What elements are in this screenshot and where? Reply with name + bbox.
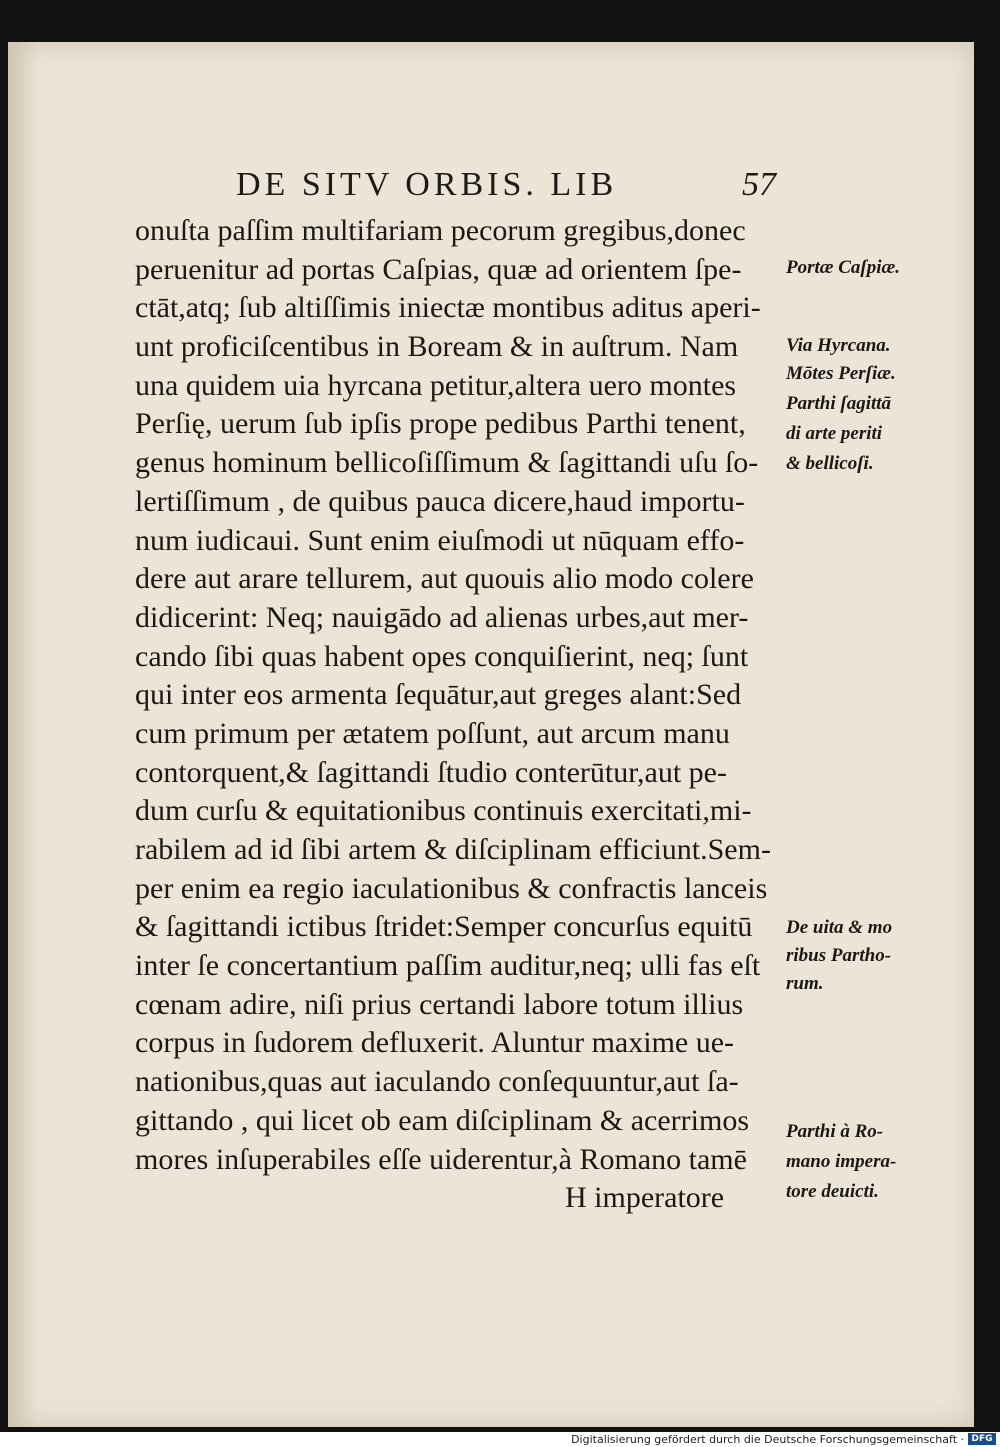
text-line: num iudicaui. Sunt enim eiuſmodi ut nūquam effo- [135,523,745,557]
text-line: una quidem uia hyrcana petitur,altera uero montes [135,368,737,402]
margin-note: Parthi ſagittā [786,393,892,414]
margin-note: Parthi à Ro- [786,1121,884,1142]
margin-note: Mōtes Perſiæ. [786,363,896,384]
text-line: unt proficiſcentibus in Boream & in auſtrum. Nam [135,330,739,364]
text-line: cœnam adire, niſi prius certandi labore totum illius [135,987,744,1021]
text-line: genus hominum bellicoſiſſimum & ſagittandi uſu ſo- [135,446,759,480]
text-line: contorquent,& ſagittandi ſtudio conterūtur,aut pe- [135,755,727,789]
funding-credit: Digitalisierung gefördert durch die Deutsche Forschungsgemeinschaft · [571,1433,964,1446]
margin-note: rum. [786,973,824,994]
text-line: per enim ea regio iaculationibus & confractis lanceis [135,871,768,905]
margin-notes [786,0,946,1400]
text-line: cum primum per ætatem poſſunt, aut arcum manu [135,716,730,750]
text-line: mores inſuperabiles eſſe uiderentur,à Romano tamē [135,1142,747,1176]
body-text [135,212,785,1218]
margin-note: De uita & mo [786,917,893,938]
text-line: cando ſibi quas habent opes conquiſierint, neq; ſunt [135,639,749,673]
text-line: didicerint: Neq; nauigādo ad alienas urbes,aut mer- [135,600,749,634]
margin-note: & bellicoſi. [786,453,874,474]
page-gutter-shadow [8,42,38,1427]
margin-note: ribus Partho- [786,945,892,966]
catchword-line: H imperatore [565,1181,725,1215]
dfg-logo-icon: DFG [968,1433,996,1445]
text-line: corpus in ſudorem defluxerit. Aluntur maxime ue- [135,1026,735,1060]
footer-bar [0,1432,1000,1447]
text-line: dum curſu & equitationibus continuis exercitati,mi- [135,794,752,828]
page-number: 57 [742,166,776,203]
margin-note: Via Hyrcana. [786,335,891,356]
text-line: Perſię, uerum ſub ipſis prope pedibus Parthi tenent, [135,407,746,441]
text-line: qui inter eos armenta ſequātur,aut greges alant:Sed [135,678,742,712]
margin-note: tore deuicti. [786,1181,879,1202]
text-line: onuſta paſſim multifariam pecorum gregibus,donec [135,214,746,247]
text-line: nationibus,quas aut iaculando conſequuntur,aut ſa- [135,1065,739,1099]
text-line: ctāt,atq; ſub altiſſimis iniectæ montibus aditus aperi- [135,291,761,325]
text-line: dere aut arare tellurem, aut quouis alio modo colere [135,562,754,596]
text-line: & ſagittandi ictibus ſtridet:Semper concurſus equitū [135,910,753,944]
margin-note: Portæ Caſpiæ. [786,257,900,278]
text-line: inter ſe concertantium paſſim auditur,neq; ulli fas eſt [135,949,761,983]
margin-note: di arte periti [786,423,883,444]
text-line: rabilem ad id ſibi artem & diſciplinam efficiunt.Sem- [135,833,771,866]
running-head-title: DE SITV ORBIS. LIB [236,166,618,203]
text-line: lertiſſimum , de quibus pauca dicere,haud importu- [135,484,745,518]
margin-note: mano impera- [786,1151,897,1172]
text-line: gittando , qui licet ob eam diſciplinam & acerrimos [135,1103,750,1137]
text-line: peruenitur ad portas Caſpias, quæ ad orientem ſpe- [135,252,742,286]
